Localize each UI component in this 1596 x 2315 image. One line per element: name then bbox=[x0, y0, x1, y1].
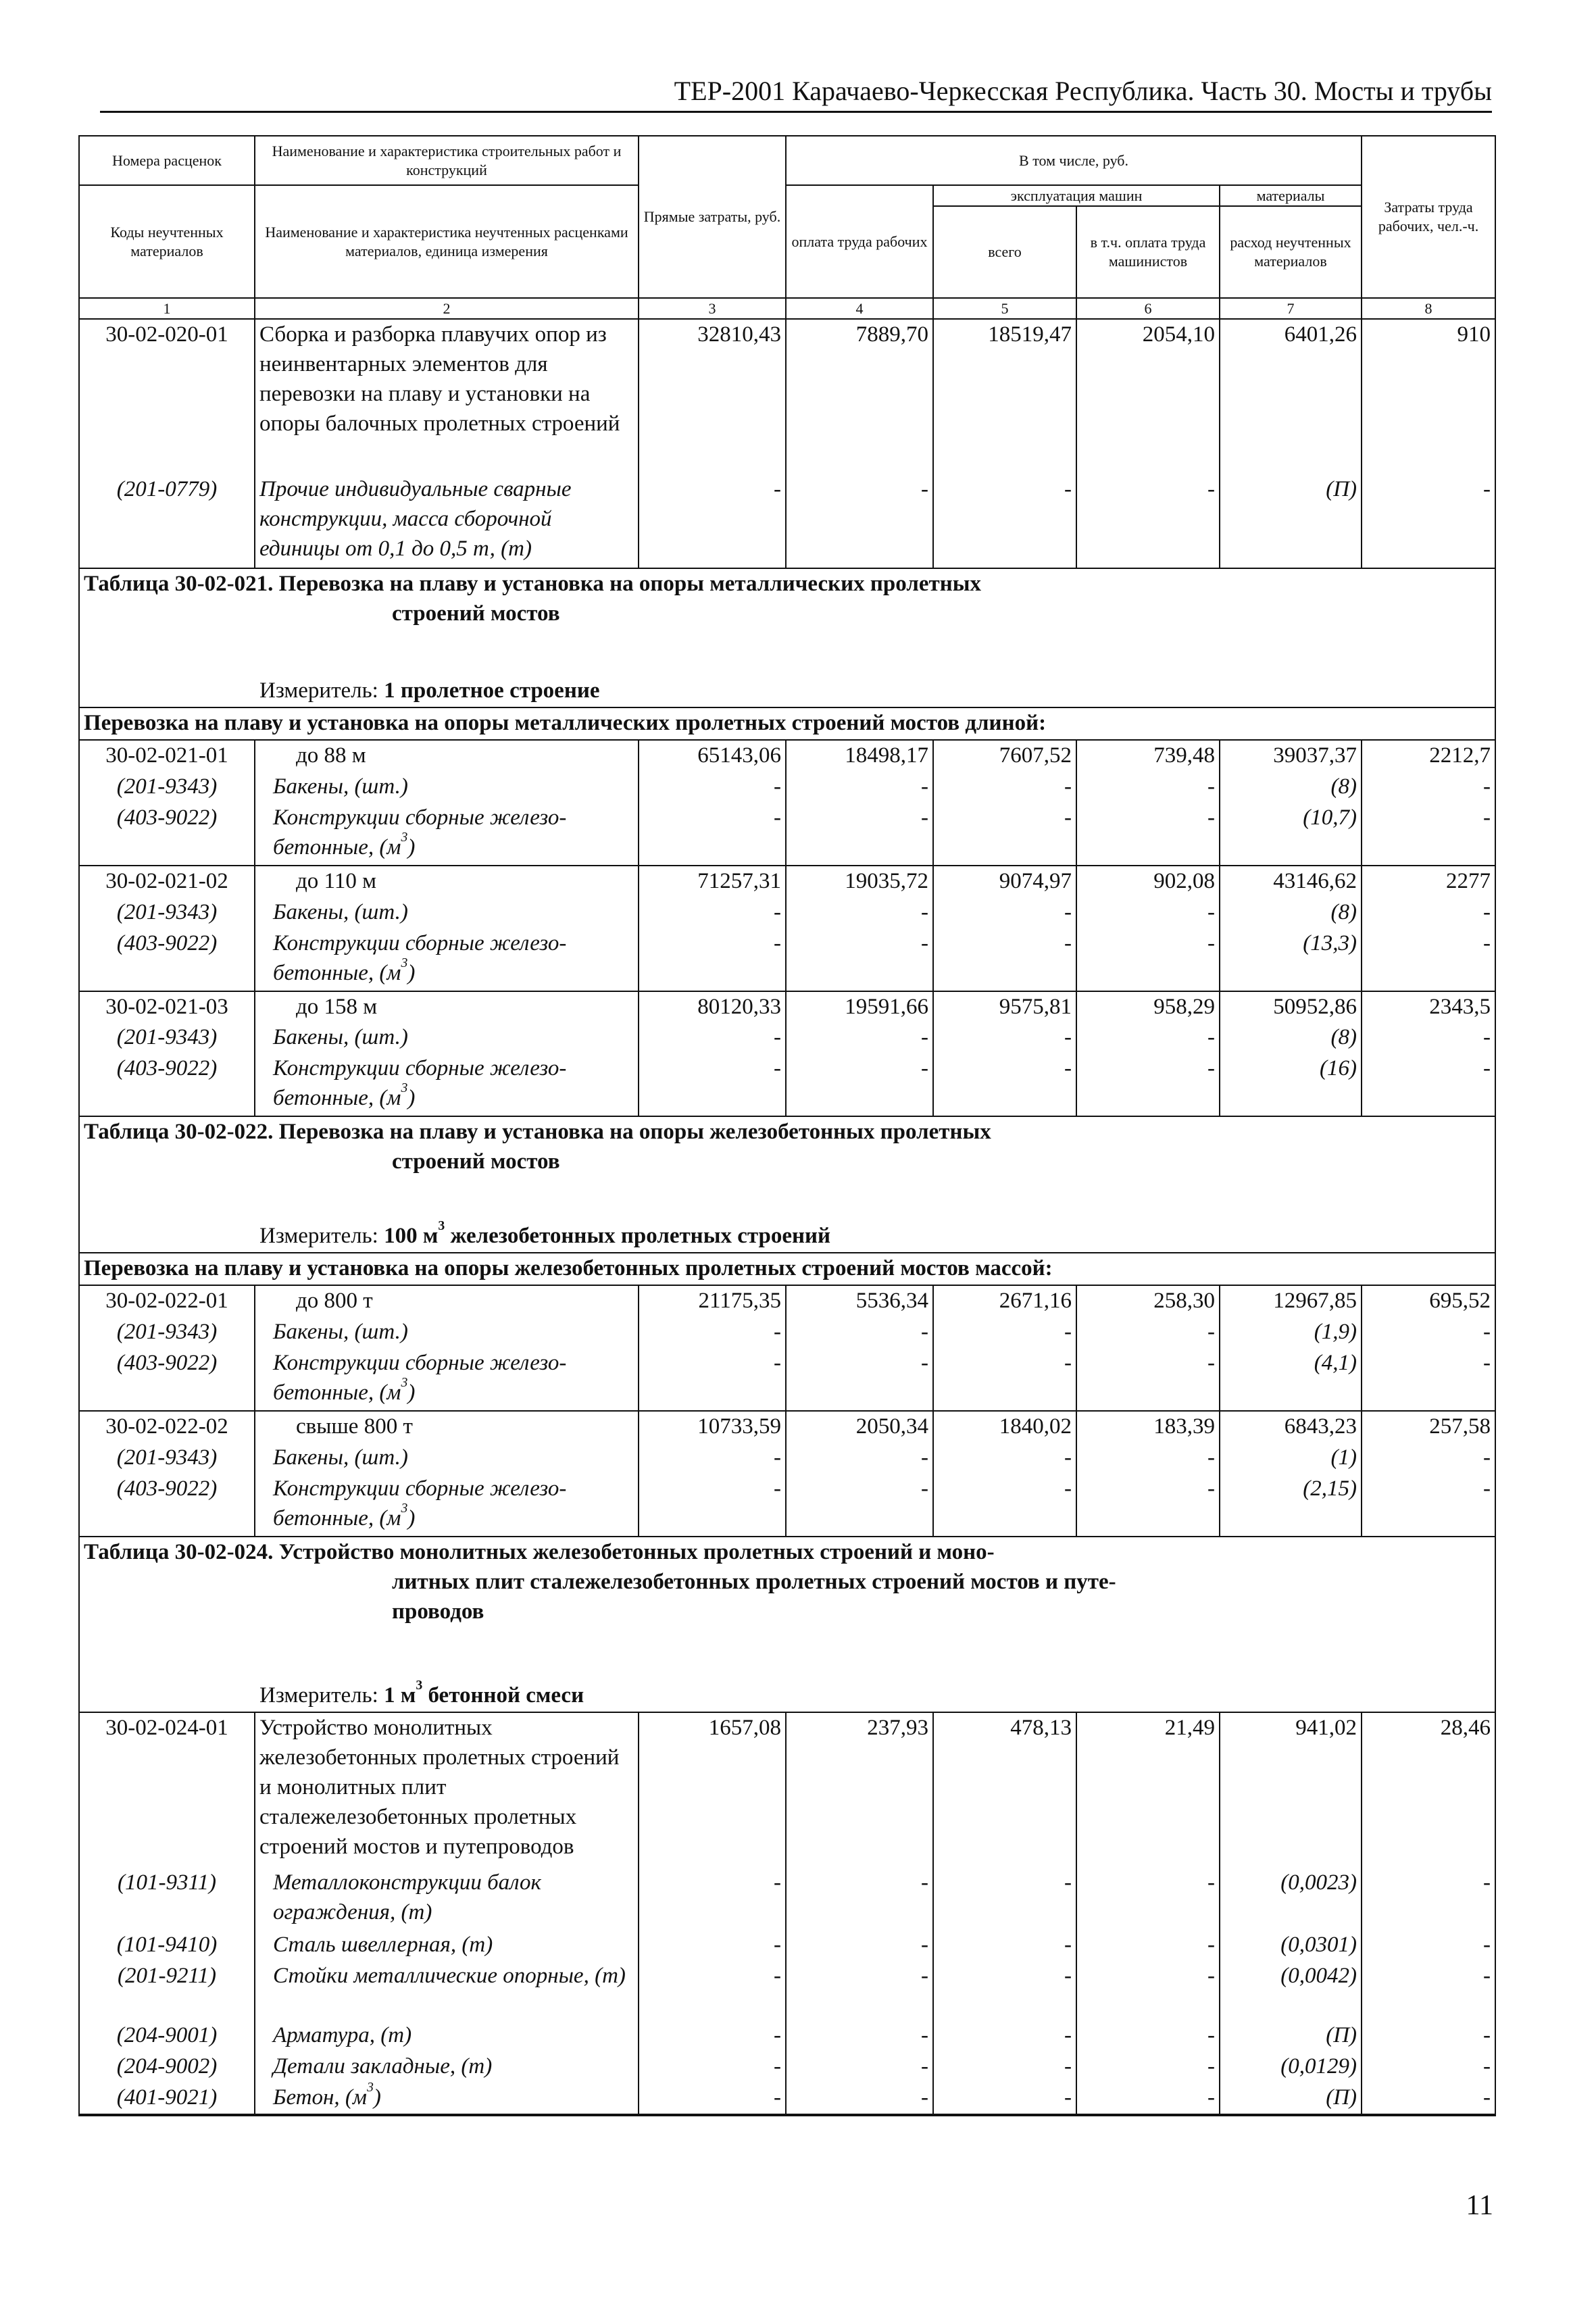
material-value: (4,1) bbox=[1220, 1348, 1362, 1411]
material-value: - bbox=[1362, 897, 1495, 928]
material-code: (101-9311) bbox=[79, 1868, 255, 1930]
material-value: - bbox=[639, 1022, 786, 1053]
head-names-top: Наименование и характеристика строительных работ и конструкций bbox=[255, 136, 639, 185]
head-material-usage: расход неучтенных материалов bbox=[1220, 206, 1362, 298]
superscript-3: 3 bbox=[401, 1080, 408, 1096]
measure-unit bbox=[79, 1221, 1495, 1253]
material-value: - bbox=[933, 2083, 1076, 2114]
material-value: - bbox=[1362, 1348, 1495, 1411]
material-value: (1) bbox=[1220, 1443, 1362, 1474]
material-value: - bbox=[1076, 2020, 1220, 2051]
material-value: - bbox=[1076, 1053, 1220, 1116]
table-bottom-border bbox=[786, 2114, 933, 2116]
material-value: - bbox=[933, 1443, 1076, 1474]
material-name: Конструкции сборные железо-бетонные, $(м^3)$ bbox=[255, 803, 639, 866]
material-value: - bbox=[639, 2020, 786, 2051]
material-value: - bbox=[1362, 928, 1495, 991]
material-code: (201-9343) bbox=[79, 897, 255, 928]
direct-cost: 10733,59 bbox=[639, 1411, 786, 1443]
machinists-wages: 958,29 bbox=[1076, 991, 1220, 1023]
material-code: (201-0779) bbox=[79, 474, 255, 568]
material-value: - bbox=[933, 1053, 1076, 1116]
rate-code: 30-02-020-01 bbox=[79, 319, 255, 474]
col-num-8: 8 bbox=[1362, 298, 1495, 319]
material-value: - bbox=[1076, 1022, 1220, 1053]
material-value: - bbox=[786, 2083, 933, 2114]
superscript-3: 3 bbox=[416, 1680, 423, 1693]
material-value: - bbox=[1362, 1930, 1495, 1961]
running-header bbox=[100, 73, 1492, 113]
material-value: - bbox=[1362, 1317, 1495, 1348]
direct-cost: 21175,35 bbox=[639, 1285, 786, 1317]
price-table bbox=[78, 135, 1496, 2116]
rate-code: 30-02-021-03 bbox=[79, 991, 255, 1023]
material-value: - bbox=[933, 1474, 1076, 1537]
col-num-2: 2 bbox=[255, 298, 639, 319]
materials: 12967,85 bbox=[1220, 1285, 1362, 1317]
material-name-text: Стойки металлические опорные, (т) bbox=[273, 1964, 626, 1989]
running-title: ТЕР-2001 Карачаево-Черкесская Республика. Часть 30. Мосты и трубы bbox=[674, 76, 1492, 106]
material-code: (201-9343) bbox=[79, 1317, 255, 1348]
rate-code: 30-02-024-01 bbox=[79, 1712, 255, 1868]
material-name-text: Детали закладные, (т) bbox=[273, 2053, 493, 2078]
machines-total: 2671,16 bbox=[933, 1285, 1076, 1317]
table-title-line-3: проводов bbox=[392, 1599, 484, 1624]
material-value: (8) bbox=[1220, 1022, 1362, 1053]
rate-code: 30-02-022-02 bbox=[79, 1411, 255, 1443]
material-value: (П) bbox=[1220, 2020, 1362, 2051]
material-value: - bbox=[639, 1443, 786, 1474]
superscript-3: 3 bbox=[401, 955, 408, 970]
table-title bbox=[79, 568, 1495, 676]
direct-cost: 1657,08 bbox=[639, 1712, 786, 1868]
measure-label: Измеритель: bbox=[259, 1683, 378, 1708]
rate-name: до 800 т bbox=[255, 1285, 639, 1317]
table-title-line-1: Таблица 30-02-024. Устройство монолитных железобетонных пролетных строений и моно- bbox=[84, 1539, 995, 1564]
material-value: - bbox=[1362, 1053, 1495, 1116]
table-title-line-1: Таблица 30-02-021. Перевозка на плаву и установка на опоры металлических пролетных bbox=[84, 572, 981, 597]
rate-name: Сборка и разборка плавучих опор из неинвентарных элементов для перевозки на плаву и установки на опоры балочных пролетных строений bbox=[255, 319, 639, 474]
material-name: Бакены, (шт.) bbox=[255, 1443, 639, 1474]
material-value: - bbox=[933, 1022, 1076, 1053]
head-machines-total: всего bbox=[933, 206, 1076, 298]
material-value: - bbox=[786, 1317, 933, 1348]
material-value: - bbox=[933, 772, 1076, 803]
material-value: - bbox=[1362, 2020, 1495, 2051]
material-name-text: Конструкции сборные железо-бетонные, (м bbox=[273, 805, 567, 860]
material-value: - bbox=[1076, 474, 1220, 568]
material-value: - bbox=[639, 1961, 786, 2020]
material-value: - bbox=[933, 474, 1076, 568]
group-heading: Перевозка на плаву и установка на опоры металлических пролетных строений мостов длиной: bbox=[79, 707, 1495, 740]
head-codes-top: Номера расценок bbox=[79, 136, 255, 185]
measure-value: 1 пролетное строение bbox=[384, 678, 600, 703]
material-value: - bbox=[1076, 2051, 1220, 2083]
material-code: (403-9022) bbox=[79, 928, 255, 991]
material-name: Бакены, (шт.) bbox=[255, 897, 639, 928]
material-name: Конструкции сборные железо-бетонные, $(м^3)$ bbox=[255, 1348, 639, 1411]
machines-total: 1840,02 bbox=[933, 1411, 1076, 1443]
material-value: - bbox=[786, 1474, 933, 1537]
material-value: - bbox=[786, 2020, 933, 2051]
labor-hours: 2277 bbox=[1362, 866, 1495, 897]
machines-total: 9575,81 bbox=[933, 991, 1076, 1023]
material-value: - bbox=[639, 1348, 786, 1411]
table-bottom-border bbox=[639, 2114, 786, 2116]
machinists-wages: 2054,10 bbox=[1076, 319, 1220, 474]
head-labor: Затраты труда рабочих, чел.-ч. bbox=[1362, 136, 1495, 298]
material-value: - bbox=[639, 1474, 786, 1537]
material-value: - bbox=[639, 1930, 786, 1961]
table-bottom-border bbox=[255, 2114, 639, 2116]
head-wages: оплата труда рабочих bbox=[786, 185, 933, 298]
material-value: - bbox=[786, 897, 933, 928]
labor-hours: 28,46 bbox=[1362, 1712, 1495, 1868]
material-name bbox=[255, 2020, 639, 2051]
superscript-3: 3 bbox=[366, 2082, 374, 2095]
head-codes-bottom: Коды неучтенных материалов bbox=[79, 185, 255, 298]
material-code: (201-9343) bbox=[79, 772, 255, 803]
table-title-line-2: строений мостов bbox=[392, 1149, 560, 1174]
wages: 18498,17 bbox=[786, 740, 933, 772]
material-name-text: Бетон, (м bbox=[273, 2085, 367, 2110]
table-title bbox=[79, 1537, 1495, 1681]
labor-hours: 695,52 bbox=[1362, 1285, 1495, 1317]
table-bottom-border bbox=[1076, 2114, 1220, 2116]
material-code: (403-9022) bbox=[79, 1474, 255, 1537]
superscript-3: 3 bbox=[401, 829, 408, 845]
material-value: - bbox=[933, 928, 1076, 991]
material-name bbox=[255, 1930, 639, 1961]
machinists-wages: 21,49 bbox=[1076, 1712, 1220, 1868]
material-name-text: Конструкции сборные железо-бетонные, (м bbox=[273, 930, 567, 985]
material-value: (2,15) bbox=[1220, 1474, 1362, 1537]
material-value: (16) bbox=[1220, 1053, 1362, 1116]
superscript-3: 3 bbox=[401, 1500, 408, 1516]
table-bottom-border bbox=[933, 2114, 1076, 2116]
material-value: - bbox=[786, 2051, 933, 2083]
material-name: Бакены, (шт.) bbox=[255, 772, 639, 803]
table-title-line-1: Таблица 30-02-022. Перевозка на плаву и установка на опоры железобетонных пролетных bbox=[84, 1120, 991, 1145]
material-name-text: Металлоконструкции балок ограждения, (т) bbox=[273, 1870, 541, 1925]
material-name: Бакены, (шт.) bbox=[255, 1022, 639, 1053]
page-number: 11 bbox=[1466, 2190, 1493, 2221]
material-name: Бетон, $(м^3)$ bbox=[255, 2083, 639, 2114]
material-value: - bbox=[786, 1443, 933, 1474]
wages: 2050,34 bbox=[786, 1411, 933, 1443]
material-code: (101-9410) bbox=[79, 1930, 255, 1961]
material-value: (0,0023) bbox=[1220, 1868, 1362, 1930]
materials: 6401,26 bbox=[1220, 319, 1362, 474]
material-value: - bbox=[1362, 2051, 1495, 2083]
material-code: (204-9002) bbox=[79, 2051, 255, 2083]
material-value: - bbox=[786, 1868, 933, 1930]
material-value: - bbox=[1076, 1348, 1220, 1411]
machines-total: 7607,52 bbox=[933, 740, 1076, 772]
material-value: - bbox=[933, 1348, 1076, 1411]
material-code: (403-9022) bbox=[79, 803, 255, 866]
wages: 237,93 bbox=[786, 1712, 933, 1868]
material-value: - bbox=[1362, 2083, 1495, 2114]
direct-cost: 65143,06 bbox=[639, 740, 786, 772]
materials: 43146,62 bbox=[1220, 866, 1362, 897]
material-value: - bbox=[786, 928, 933, 991]
superscript-3: 3 bbox=[401, 1374, 408, 1390]
material-name: Конструкции сборные железо-бетонные, $(м^3)$ bbox=[255, 928, 639, 991]
material-code: (204-9001) bbox=[79, 2020, 255, 2051]
material-name: Бакены, (шт.) bbox=[255, 1317, 639, 1348]
rate-name: свыше 800 т bbox=[255, 1411, 639, 1443]
material-value: - bbox=[639, 772, 786, 803]
col-num-1: 1 bbox=[79, 298, 255, 319]
material-value: - bbox=[639, 1868, 786, 1930]
material-code: (403-9022) bbox=[79, 1053, 255, 1116]
material-name-text: Конструкции сборные железо-бетонные, (м bbox=[273, 1350, 567, 1405]
material-value: - bbox=[1362, 772, 1495, 803]
measure-value: 100 $м^3$ железобетонных пролетных строений bbox=[384, 1224, 830, 1248]
material-value: - bbox=[786, 1930, 933, 1961]
col-num-3: 3 bbox=[639, 298, 786, 319]
machinists-wages: 739,48 bbox=[1076, 740, 1220, 772]
rate-code: 30-02-021-01 bbox=[79, 740, 255, 772]
material-value: - bbox=[1362, 1868, 1495, 1930]
col-num-6: 6 bbox=[1076, 298, 1220, 319]
group-heading: Перевозка на плаву и установка на опоры железобетонных пролетных строений мостов массой: bbox=[79, 1253, 1495, 1285]
rate-code: 30-02-021-02 bbox=[79, 866, 255, 897]
rate-name: до 110 м bbox=[255, 866, 639, 897]
material-value: - bbox=[1362, 1022, 1495, 1053]
material-value: - bbox=[786, 1348, 933, 1411]
material-value: - bbox=[1076, 803, 1220, 866]
col-num-4: 4 bbox=[786, 298, 933, 319]
material-value: - bbox=[1362, 1443, 1495, 1474]
materials: 941,02 bbox=[1220, 1712, 1362, 1868]
machinists-wages: 902,08 bbox=[1076, 866, 1220, 897]
material-value: - bbox=[639, 474, 786, 568]
wages: 7889,70 bbox=[786, 319, 933, 474]
material-value: - bbox=[933, 1317, 1076, 1348]
material-value: - bbox=[1076, 1474, 1220, 1537]
materials: 6843,23 bbox=[1220, 1411, 1362, 1443]
materials: 50952,86 bbox=[1220, 991, 1362, 1023]
labor-hours: 257,58 bbox=[1362, 1411, 1495, 1443]
material-value: (0,0042) bbox=[1220, 1961, 1362, 2020]
rate-name: Устройство монолитных железобетонных пролетных строений и монолитных плит сталежелезобетонных пролетных строений мостов и путепроводов bbox=[255, 1712, 639, 1868]
material-value: - bbox=[933, 897, 1076, 928]
head-materials: материалы bbox=[1220, 185, 1362, 206]
material-value: (0,0301) bbox=[1220, 1930, 1362, 1961]
rate-code: 30-02-022-01 bbox=[79, 1285, 255, 1317]
table-bottom-border bbox=[1362, 2114, 1495, 2116]
material-value: - bbox=[1076, 1961, 1220, 2020]
superscript-3: 3 bbox=[438, 1220, 445, 1233]
direct-cost: 71257,31 bbox=[639, 866, 786, 897]
wages: 5536,34 bbox=[786, 1285, 933, 1317]
material-value: - bbox=[1076, 1868, 1220, 1930]
material-value: (8) bbox=[1220, 772, 1362, 803]
machines-total: 478,13 bbox=[933, 1712, 1076, 1868]
material-value: - bbox=[786, 772, 933, 803]
material-value: - bbox=[786, 1961, 933, 2020]
material-name-text: Арматура, (т) bbox=[273, 2022, 412, 2047]
measure-label: Измеритель: bbox=[259, 1223, 378, 1248]
material-value: - bbox=[1076, 1317, 1220, 1348]
labor-hours: 910 bbox=[1362, 319, 1495, 474]
material-value: - bbox=[933, 1930, 1076, 1961]
measure-unit bbox=[79, 676, 1495, 707]
material-value: (0,0129) bbox=[1220, 2051, 1362, 2083]
material-value: - bbox=[1362, 1961, 1495, 2020]
material-value: - bbox=[933, 1961, 1076, 2020]
material-value: - bbox=[933, 803, 1076, 866]
material-value: - bbox=[1362, 474, 1495, 568]
table-title-line-2: строений мостов bbox=[392, 601, 560, 626]
table-title bbox=[79, 1116, 1495, 1221]
material-value: - bbox=[639, 1317, 786, 1348]
rate-name: до 158 м bbox=[255, 991, 639, 1023]
material-value: - bbox=[786, 1053, 933, 1116]
material-value: - bbox=[639, 897, 786, 928]
material-value: - bbox=[786, 474, 933, 568]
machinists-wages: 183,39 bbox=[1076, 1411, 1220, 1443]
labor-hours: 2212,7 bbox=[1362, 740, 1495, 772]
material-value: - bbox=[1362, 1474, 1495, 1537]
material-value: - bbox=[639, 2051, 786, 2083]
measure-value: 1 $м^3$ бетонной смеси bbox=[384, 1683, 584, 1708]
labor-hours: 2343,5 bbox=[1362, 991, 1495, 1023]
measure-unit bbox=[79, 1681, 1495, 1712]
material-name-text: Конструкции сборные железо-бетонные, (м bbox=[273, 1056, 567, 1111]
material-value: (10,7) bbox=[1220, 803, 1362, 866]
material-value: - bbox=[1076, 1930, 1220, 1961]
col-num-5: 5 bbox=[933, 298, 1076, 319]
material-value: (П) bbox=[1220, 474, 1362, 568]
head-names-bottom: Наименование и характеристика неучтенных расценками материалов, единица измерения bbox=[255, 185, 639, 298]
material-value: - bbox=[1076, 897, 1220, 928]
direct-cost: 32810,43 bbox=[639, 319, 786, 474]
measure-label: Измеритель: bbox=[259, 678, 378, 703]
material-value: (8) bbox=[1220, 897, 1362, 928]
material-code: (201-9343) bbox=[79, 1022, 255, 1053]
material-name bbox=[255, 1868, 639, 1930]
material-name: Прочие индивидуальные сварные конструкции, масса сборочной единицы от 0,1 до 0,5 т, (т) bbox=[255, 474, 639, 568]
material-name bbox=[255, 2051, 639, 2083]
table-title-line-2: литных плит сталежелезобетонных пролетных строений мостов и путе- bbox=[392, 1569, 1116, 1594]
wages: 19035,72 bbox=[786, 866, 933, 897]
table-bottom-border bbox=[79, 2114, 255, 2116]
material-value: - bbox=[639, 2083, 786, 2114]
material-value: - bbox=[1362, 803, 1495, 866]
head-machines: эксплуатация машин bbox=[933, 185, 1220, 206]
col-num-7: 7 bbox=[1220, 298, 1362, 319]
material-name: Конструкции сборные железо-бетонные, $(м^3)$ bbox=[255, 1474, 639, 1537]
direct-cost: 80120,33 bbox=[639, 991, 786, 1023]
material-value: - bbox=[1076, 928, 1220, 991]
head-group: В том числе, руб. bbox=[786, 136, 1362, 185]
material-value: - bbox=[933, 2020, 1076, 2051]
material-value: (1,9) bbox=[1220, 1317, 1362, 1348]
material-code: (403-9022) bbox=[79, 1348, 255, 1411]
material-name: Конструкции сборные железо-бетонные, $(м^3)$ bbox=[255, 1053, 639, 1116]
material-value: - bbox=[933, 1868, 1076, 1930]
material-value: - bbox=[1076, 1443, 1220, 1474]
material-code: (201-9211) bbox=[79, 1961, 255, 2020]
material-value: - bbox=[786, 1022, 933, 1053]
rate-name: до 88 м bbox=[255, 740, 639, 772]
material-value: - bbox=[639, 928, 786, 991]
material-value: - bbox=[1076, 772, 1220, 803]
material-name bbox=[255, 1961, 639, 2020]
material-value: - bbox=[786, 803, 933, 866]
machinists-wages: 258,30 bbox=[1076, 1285, 1220, 1317]
material-name-text: Конструкции сборные железо-бетонные, (м bbox=[273, 1476, 567, 1530]
material-value: - bbox=[639, 1053, 786, 1116]
wages: 19591,66 bbox=[786, 991, 933, 1023]
material-value: - bbox=[933, 2051, 1076, 2083]
material-code: (201-9343) bbox=[79, 1443, 255, 1474]
machines-total: 18519,47 bbox=[933, 319, 1076, 474]
table-bottom-border bbox=[1220, 2114, 1362, 2116]
head-direct-costs: Прямые затраты, руб. bbox=[639, 136, 786, 298]
material-value: (П) bbox=[1220, 2083, 1362, 2114]
machines-total: 9074,97 bbox=[933, 866, 1076, 897]
head-machinists-wages: в т.ч. оплата труда машинистов bbox=[1076, 206, 1220, 298]
materials: 39037,37 bbox=[1220, 740, 1362, 772]
material-value: (13,3) bbox=[1220, 928, 1362, 991]
material-value: - bbox=[1076, 2083, 1220, 2114]
material-code: (401-9021) bbox=[79, 2083, 255, 2114]
material-name-text: Сталь швеллерная, (т) bbox=[273, 1933, 493, 1958]
material-value: - bbox=[639, 803, 786, 866]
